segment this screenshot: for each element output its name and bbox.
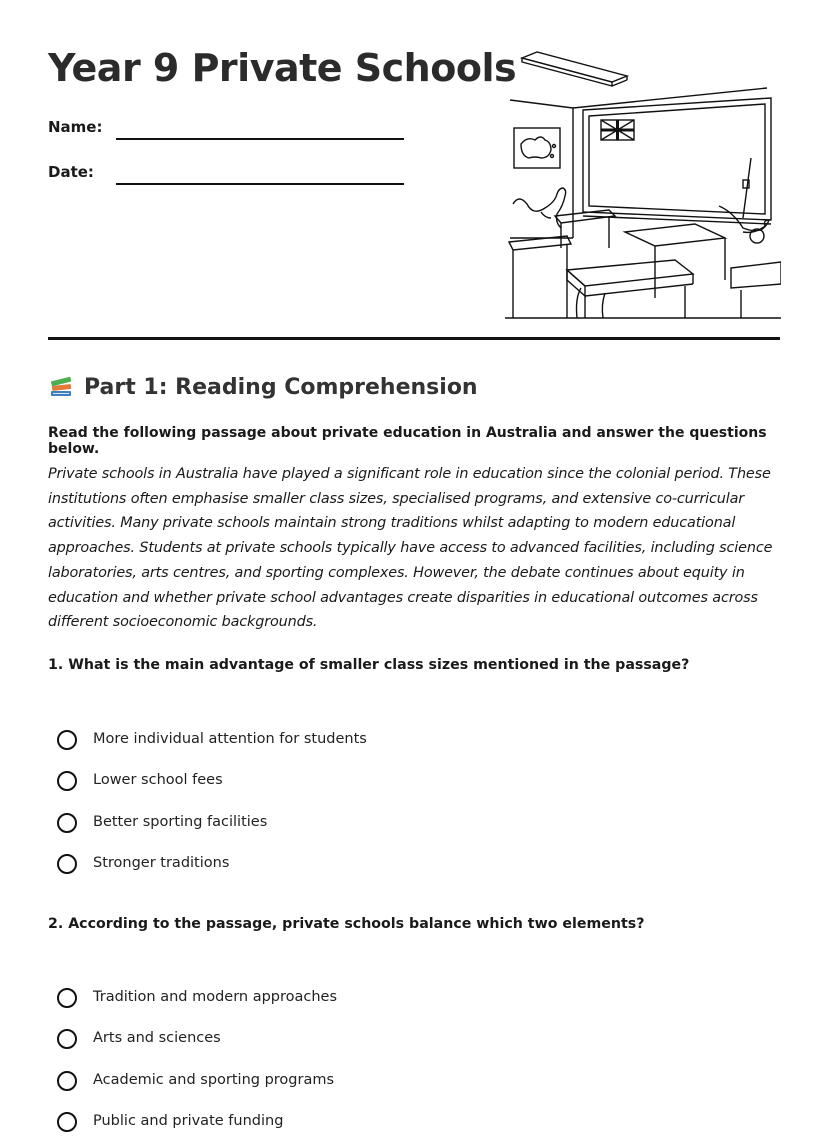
question-1: 1. What is the main advantage of smaller class sizes mentioned in the passage?: [48, 657, 689, 673]
australia-map-icon: [514, 128, 560, 168]
name-label: Name:: [48, 118, 102, 136]
radio-button[interactable]: [57, 988, 77, 1008]
option-label: Better sporting facilities: [93, 814, 267, 830]
option-radio[interactable]: [57, 1102, 337, 1143]
option-label: Stronger traditions: [93, 855, 229, 871]
option-label: Lower school fees: [93, 772, 223, 788]
worksheet-title: Year 9 Private Schools: [48, 46, 516, 90]
option-label: Public and private funding: [93, 1113, 283, 1129]
option-radio[interactable]: [57, 802, 367, 844]
option-radio[interactable]: [57, 719, 367, 761]
radio-button[interactable]: [57, 771, 77, 791]
option-label: Tradition and modern approaches: [93, 989, 337, 1005]
date-field[interactable]: [48, 163, 408, 193]
option-radio[interactable]: [57, 1019, 337, 1061]
kangaroo-icon: [513, 188, 566, 228]
option-radio[interactable]: [57, 844, 367, 886]
reading-passage: Private schools in Australia have played a significant role in education since the colonial period. These institutions often emphasise smaller class sizes, specialised programs, and extensive co-curricular activities. Many private schools maintain strong traditions whilst adapting to modern educational approaches. Students at private schools typically have access to advanced facilities, including science laboratories, arts centres, and sporting complexes. However, the debate continues about equity in education and whether private school advantages create disparities in educational outcomes across different socioeconomic backgrounds.: [48, 462, 784, 635]
option-label: Arts and sciences: [93, 1030, 221, 1046]
section-heading: [48, 374, 478, 400]
option-label: Academic and sporting programs: [93, 1072, 334, 1088]
question-1-options: [57, 719, 367, 885]
section-heading-text: Part 1: Reading Comprehension: [84, 375, 478, 400]
ceiling-light-icon: [522, 52, 627, 86]
radio-button[interactable]: [57, 1071, 77, 1091]
option-radio[interactable]: [57, 1060, 337, 1102]
radio-button[interactable]: [57, 854, 77, 874]
header-divider: [48, 337, 780, 340]
question-2: 2. According to the passage, private schools balance which two elements?: [48, 916, 644, 932]
desks-drawing: [509, 210, 781, 318]
name-line[interactable]: [116, 138, 404, 140]
union-jack-flag-icon: [601, 120, 634, 140]
option-label: More individual attention for students: [93, 731, 367, 747]
date-label: Date:: [48, 163, 94, 181]
name-field[interactable]: [48, 118, 408, 148]
date-line[interactable]: [116, 183, 404, 185]
classroom-illustration: [505, 48, 781, 320]
radio-button[interactable]: [57, 1112, 77, 1132]
option-radio[interactable]: [57, 977, 337, 1019]
instruction-text: Read the following passage about private education in Australia and answer the questions below.: [48, 425, 788, 457]
radio-button[interactable]: [57, 730, 77, 750]
option-radio[interactable]: [57, 761, 367, 803]
books-icon: [48, 374, 74, 400]
radio-button[interactable]: [57, 1029, 77, 1049]
question-2-options: [57, 977, 337, 1143]
radio-button[interactable]: [57, 813, 77, 833]
